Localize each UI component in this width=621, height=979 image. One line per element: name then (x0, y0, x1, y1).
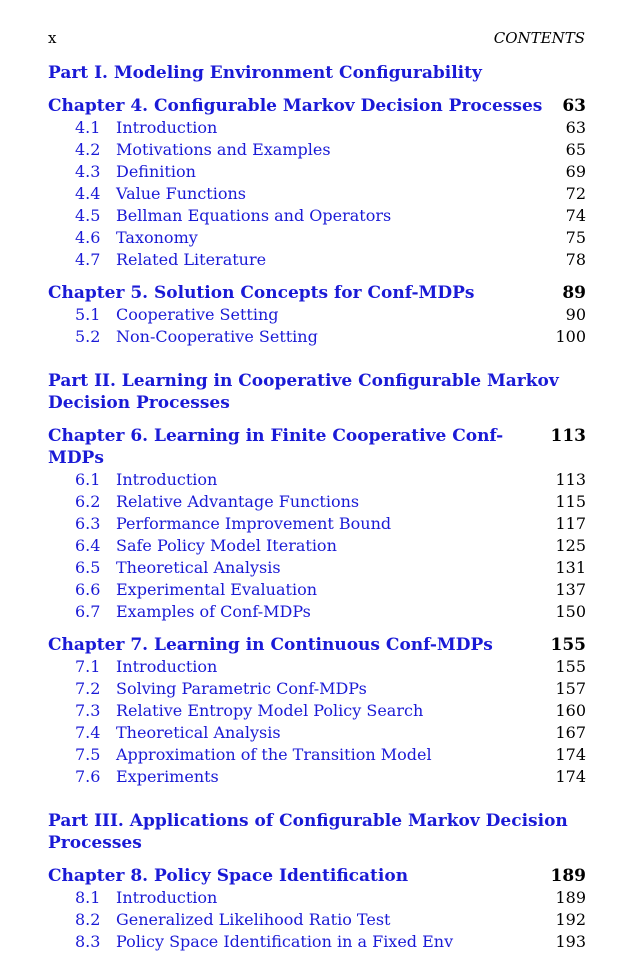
section-page: 189 (555, 888, 586, 907)
section-number: 6.3 (75, 514, 101, 533)
section-page: 137 (555, 580, 586, 599)
section-number: 7.2 (75, 679, 101, 698)
section-number: 7.6 (75, 767, 101, 786)
section-number: 8.3 (75, 932, 101, 951)
section-entry[interactable] (48, 887, 586, 909)
chapter-title: Chapter 6. Learning in Finite Cooperative Conf-MDPs (48, 426, 504, 468)
spacer (48, 84, 586, 95)
chapter-page: 155 (550, 635, 586, 655)
section-entry[interactable] (48, 700, 586, 722)
section-page: 150 (555, 602, 586, 621)
section-number: 5.2 (75, 327, 101, 346)
section-title: Theoretical Analysis (116, 558, 281, 577)
section-number: 4.5 (75, 206, 101, 225)
section-title: Definition (116, 162, 196, 181)
section-number: 8.1 (75, 888, 101, 907)
section-page: 155 (555, 657, 586, 676)
chapter-title: Chapter 8. Policy Space Identification (48, 866, 409, 886)
section-entry[interactable] (48, 601, 586, 623)
section-page: 65 (565, 140, 586, 159)
table-of-contents (48, 62, 586, 953)
section-title: Performance Improvement Bound (116, 514, 392, 533)
section-number: 7.3 (75, 701, 101, 720)
section-entry[interactable] (48, 909, 586, 931)
section-number: 4.7 (75, 250, 101, 269)
section-title: Taxonomy (116, 228, 198, 247)
section-number: 4.6 (75, 228, 101, 247)
section-title: Introduction (116, 888, 218, 907)
section-entry[interactable] (48, 656, 586, 678)
section-number: 6.5 (75, 558, 101, 577)
chapter-entry[interactable] (48, 425, 586, 469)
spacer (48, 271, 586, 282)
spacer (48, 788, 586, 810)
section-title: Motivations and Examples (116, 140, 331, 159)
section-page: 100 (555, 327, 586, 346)
section-entry[interactable] (48, 491, 586, 513)
section-page: 160 (555, 701, 586, 720)
section-title: Examples of Conf-MDPs (116, 602, 311, 621)
section-number: 7.4 (75, 723, 101, 742)
running-title: CONTENTS (493, 29, 585, 47)
section-page: 63 (565, 118, 586, 137)
section-entry[interactable] (48, 161, 586, 183)
chapter-title: Chapter 4. Configurable Markov Decision Processes (48, 96, 543, 116)
section-title: Policy Space Identification in a Fixed Env (116, 932, 454, 951)
part-heading[interactable]: Part I. Modeling Environment Configurability (48, 63, 482, 83)
chapter-page: 89 (562, 283, 586, 303)
section-entry[interactable] (48, 678, 586, 700)
section-page: 75 (565, 228, 586, 247)
section-entry[interactable] (48, 535, 586, 557)
section-page: 192 (555, 910, 586, 929)
section-page: 115 (555, 492, 586, 511)
section-title: Experimental Evaluation (116, 580, 317, 599)
section-number: 6.6 (75, 580, 101, 599)
chapter-title: Chapter 7. Learning in Continuous Conf-MDPs (48, 635, 493, 655)
section-page: 72 (565, 184, 586, 203)
section-entry[interactable] (48, 326, 586, 348)
section-title: Introduction (116, 657, 218, 676)
section-page: 174 (555, 767, 586, 786)
section-number: 4.2 (75, 140, 101, 159)
chapter-entry[interactable] (48, 634, 586, 656)
section-title: Relative Entropy Model Policy Search (116, 701, 424, 720)
section-title: Cooperative Setting (116, 305, 279, 324)
section-title: Relative Advantage Functions (116, 492, 360, 511)
part-heading[interactable]: Part II. Learning in Cooperative Configurable Markov Decision Processes (48, 371, 559, 413)
section-title: Solving Parametric Conf-MDPs (116, 679, 367, 698)
section-entry[interactable] (48, 722, 586, 744)
spacer (48, 348, 586, 370)
section-page: 74 (565, 206, 586, 225)
chapter-page: 63 (562, 96, 586, 116)
section-entry[interactable] (48, 579, 586, 601)
section-entry[interactable] (48, 249, 586, 271)
section-entry[interactable] (48, 766, 586, 788)
chapter-entry[interactable] (48, 865, 586, 887)
section-number: 7.1 (75, 657, 101, 676)
section-entry[interactable] (48, 183, 586, 205)
section-title: Introduction (116, 118, 218, 137)
spacer (48, 414, 586, 425)
chapter-entry[interactable] (48, 282, 586, 304)
section-number: 5.1 (75, 305, 101, 324)
section-title: Generalized Likelihood Ratio Test (116, 910, 391, 929)
section-number: 8.2 (75, 910, 101, 929)
spacer (48, 623, 586, 634)
section-entry[interactable] (48, 227, 586, 249)
section-entry[interactable] (48, 931, 586, 953)
section-entry[interactable] (48, 469, 586, 491)
section-page: 157 (555, 679, 586, 698)
part-heading[interactable]: Part III. Applications of Configurable Markov Decision Processes (48, 811, 568, 853)
chapter-page: 189 (550, 866, 586, 886)
section-number: 6.1 (75, 470, 101, 489)
chapter-entry[interactable] (48, 95, 586, 117)
page-header (48, 29, 585, 49)
section-title: Experiments (116, 767, 219, 786)
section-page: 131 (555, 558, 586, 577)
section-number: 4.4 (75, 184, 101, 203)
section-number: 7.5 (75, 745, 101, 764)
section-page: 78 (565, 250, 586, 269)
chapter-page: 113 (550, 426, 586, 446)
section-number: 6.2 (75, 492, 101, 511)
section-page: 125 (555, 536, 586, 555)
section-page: 167 (555, 723, 586, 742)
section-title: Approximation of the Transition Model (116, 745, 432, 764)
section-page: 69 (565, 162, 586, 181)
section-entry[interactable] (48, 557, 586, 579)
section-page: 113 (555, 470, 586, 489)
section-entry[interactable] (48, 205, 586, 227)
section-page: 117 (555, 514, 586, 533)
section-title: Related Literature (116, 250, 267, 269)
section-title: Safe Policy Model Iteration (116, 536, 337, 555)
section-title: Non-Cooperative Setting (116, 327, 318, 346)
chapter-title: Chapter 5. Solution Concepts for Conf-MDPs (48, 283, 475, 303)
section-entry[interactable] (48, 744, 586, 766)
spacer (48, 854, 586, 865)
section-page: 193 (555, 932, 586, 951)
section-page: 174 (555, 745, 586, 764)
section-entry[interactable] (48, 117, 586, 139)
section-title: Introduction (116, 470, 218, 489)
section-title: Theoretical Analysis (116, 723, 281, 742)
section-entry[interactable] (48, 304, 586, 326)
section-title: Value Functions (116, 184, 246, 203)
section-number: 6.4 (75, 536, 101, 555)
page-number: x (48, 29, 57, 47)
section-number: 4.3 (75, 162, 101, 181)
section-page: 90 (565, 305, 586, 324)
section-number: 6.7 (75, 602, 101, 621)
section-entry[interactable] (48, 513, 586, 535)
section-number: 4.1 (75, 118, 101, 137)
section-title: Bellman Equations and Operators (116, 206, 392, 225)
section-entry[interactable] (48, 139, 586, 161)
